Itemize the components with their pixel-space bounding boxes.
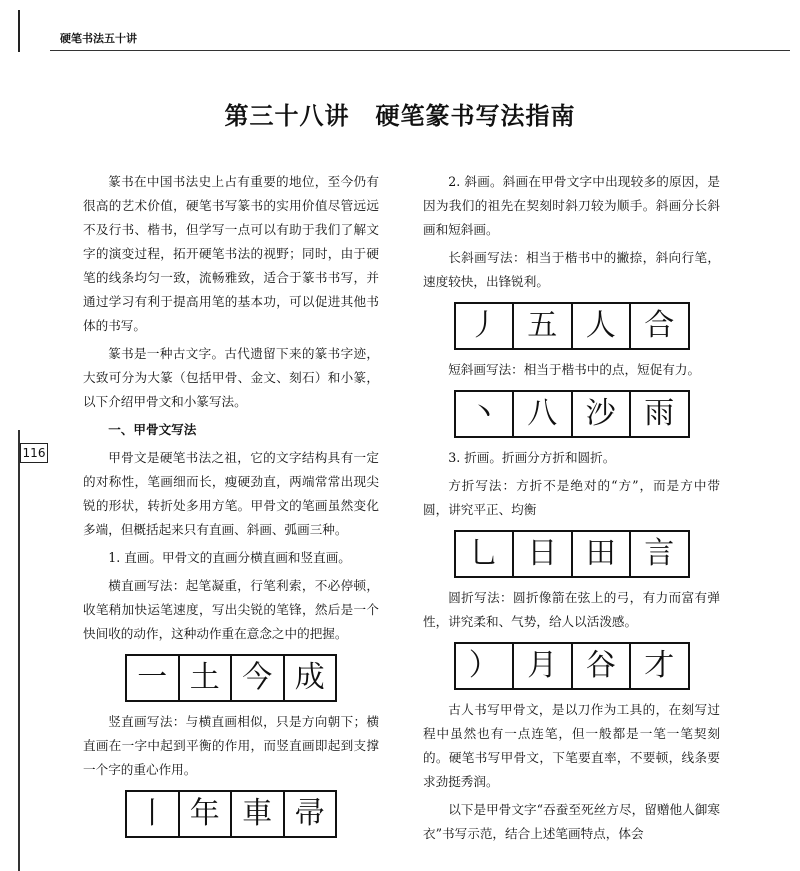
right-column	[423, 170, 720, 850]
paragraph: 篆书是一种古文字。古代遗留下来的篆书字迹，大致可分为大篆（包括甲骨、金文、刻石）和小篆，以下介绍甲骨文和小篆写法。	[83, 346, 379, 409]
example-glyph: 乚	[468, 536, 499, 571]
example-cell	[180, 792, 233, 836]
paragraph: 横直画写法：起笔凝重，行笔利索，不必停顿，收笔稍加快运笔速度，写出尖锐的笔锋，然后是一个快间收的动作，这种动作重在意念之中的把握。	[83, 578, 379, 641]
paragraph: 竖直画写法：与横直画相似，只是方向朝下；横直画在一字中起到平衡的作用，而竖直画即起到支撑一个字的重心作用。	[83, 714, 379, 777]
example-glyph: 一	[137, 660, 168, 695]
paragraph: 短斜画写法：相当于楷书中的点，短促有力。	[448, 362, 701, 377]
paragraph: 甲骨文是硬笔书法之祖，它的文字结构具有一定的对称性，笔画细而长，瘦硬劲直，两端常常出现尖锐的形状，转折处多用方笔。甲骨文的笔画虽然变化多端，但概括起来只有直画、斜画、弧画三种。	[83, 450, 379, 537]
paragraph: 以下是甲骨文字“吞蚕至死丝方尽，留赠他人御寒衣”书写示范，结合上述笔画特点，体会	[423, 802, 720, 841]
example-box-short-diagonal	[454, 390, 690, 438]
example-glyph: 才	[644, 648, 675, 683]
example-cell	[573, 532, 632, 576]
example-glyph: 今	[242, 660, 273, 695]
example-glyph: 五	[527, 308, 558, 343]
example-cell	[514, 644, 573, 688]
example-glyph: 人	[585, 308, 616, 343]
header-margin-line	[18, 10, 26, 52]
paragraph: 1. 直画。甲骨文的直画分横直画和竖直画。	[108, 550, 351, 565]
example-cell	[232, 656, 285, 700]
section-heading: 一、甲骨文写法	[108, 422, 197, 437]
example-glyph: 月	[527, 648, 558, 683]
paragraph: 长斜画写法：相当于楷书中的撇捺，斜向行笔，速度较快，出锋锐利。	[423, 250, 720, 289]
example-cell	[573, 644, 632, 688]
paragraph: 篆书在中国书法史上占有重要的地位，至今仍有很高的艺术价值，硬笔书写篆书的实用价值尽管远远不及行书、楷书，但学写一点可以有助于我们了解文字的演变过程，拓开硬笔书法的视野；同时，由于硬笔的线条均匀一致，流畅雅致，适合于篆书书写，并通过学习有利于提高用笔的基本功，可以促进其他书体的书写。	[83, 174, 379, 333]
example-cell	[631, 644, 688, 688]
example-glyph: 田	[585, 536, 616, 571]
left-column	[83, 170, 379, 846]
example-glyph: 丿	[468, 308, 499, 343]
paragraph: 圆折写法：圆折像箭在弦上的弓，有力而富有弹性，讲究柔和、气势，给人以活泼感。	[423, 590, 720, 629]
example-glyph: 丶	[468, 396, 499, 431]
example-glyph: 年	[189, 796, 220, 831]
example-box-long-diagonal	[454, 302, 690, 350]
example-cell	[232, 792, 285, 836]
left-margin-line	[18, 430, 22, 871]
example-glyph: 合	[644, 308, 675, 343]
example-glyph: 帚	[294, 796, 325, 831]
header-rule	[50, 50, 790, 51]
example-glyph: 八	[527, 396, 558, 431]
example-box-square-turns	[454, 530, 690, 578]
chapter-heading	[0, 96, 800, 131]
example-cell	[456, 644, 515, 688]
chapter-number: 第三十八讲	[224, 102, 350, 130]
example-cell	[285, 656, 336, 700]
paragraph: 2. 斜画。斜画在甲骨文字中出现较多的原因，是因为我们的祖先在契刻时斜刀较为顺手。斜画分长斜画和短斜画。	[423, 174, 720, 237]
example-cell	[573, 392, 632, 436]
example-glyph: 丨	[137, 796, 168, 831]
example-glyph: 車	[242, 796, 273, 831]
example-cell	[514, 392, 573, 436]
example-cell	[573, 304, 632, 348]
paragraph: 古人书写甲骨文，是以刀作为工具的，在刻写过程中虽然也有一点连笔，但一般都是一笔一笔契刻的。硬笔书写甲骨文，下笔要直率，不要顿，线条要求劲挺秀润。	[423, 702, 720, 789]
example-cell	[180, 656, 233, 700]
example-cell	[127, 656, 180, 700]
example-glyph: 成	[294, 660, 325, 695]
example-box-vertical-strokes	[125, 790, 337, 838]
example-glyph: 土	[189, 660, 220, 695]
chapter-title: 硬笔篆书写法指南	[375, 102, 576, 130]
example-cell	[285, 792, 336, 836]
page-number: 116	[20, 443, 48, 463]
example-box-horizontal-strokes	[125, 654, 337, 702]
example-cell	[456, 304, 515, 348]
example-glyph: 雨	[644, 396, 675, 431]
example-cell	[456, 392, 515, 436]
example-cell	[631, 304, 688, 348]
example-cell	[456, 532, 515, 576]
example-cell	[631, 532, 688, 576]
example-cell	[631, 392, 688, 436]
paragraph: 方折写法：方折不是绝对的“方”，而是方中带圆，讲究平正、均衡	[423, 478, 720, 517]
example-cell	[514, 304, 573, 348]
example-glyph: ）	[468, 648, 499, 683]
example-cell	[127, 792, 180, 836]
example-glyph: 言	[644, 536, 675, 571]
paragraph: 3. 折画。折画分方折和圆折。	[448, 450, 616, 465]
book-title: 硬笔书法五十讲	[60, 32, 137, 45]
example-glyph: 谷	[585, 648, 616, 683]
example-cell	[514, 532, 573, 576]
example-glyph: 沙	[585, 396, 616, 431]
example-box-round-turns	[454, 642, 690, 690]
example-glyph: 日	[527, 536, 558, 571]
